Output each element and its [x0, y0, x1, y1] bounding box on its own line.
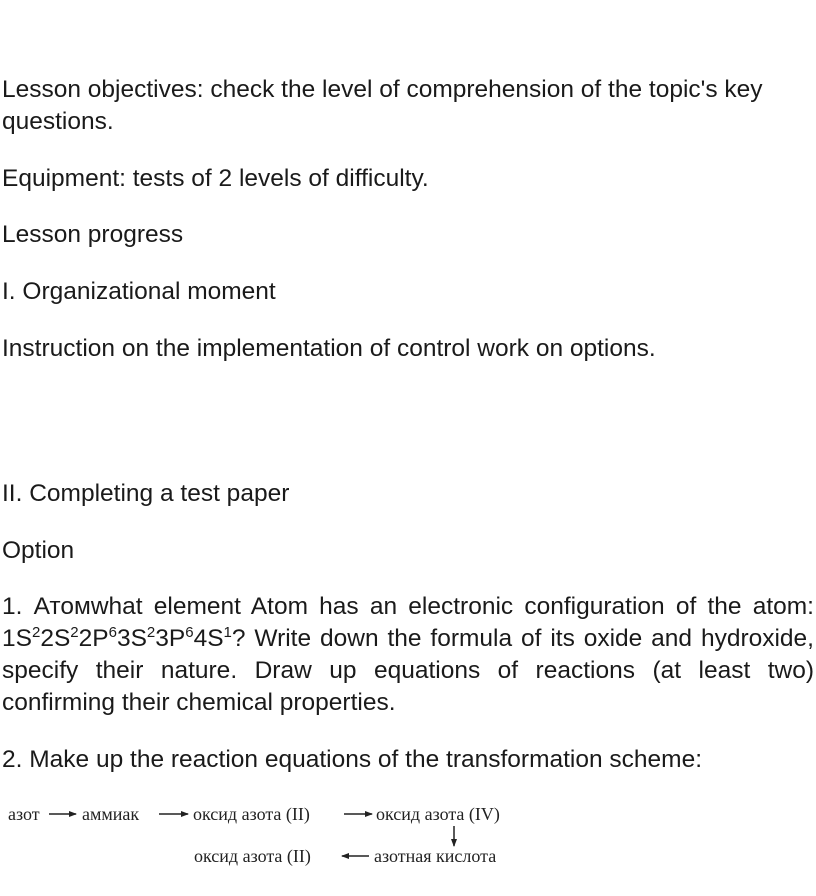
instruction-line: Instruction on the implementation of control work on options. [2, 335, 656, 362]
config-term: $4S^1$ [193, 624, 232, 652]
task-1 [2, 591, 814, 719]
task-2: 2. Make up the reaction equations of the transformation scheme: [2, 746, 703, 773]
scheme-nitric-acid: азотная кислота [374, 846, 497, 866]
config-term: $3S^2$ [116, 624, 156, 652]
task-1-intro: 1. Атомwhat element Atom has an electronic configuration of the atom: [2, 593, 814, 620]
equipment-line: Equipment: tests of 2 levels of difficulty. [2, 165, 429, 192]
config-term: $2P^6$ [78, 624, 117, 652]
scheme-oxide-2-again: оксид азота (II) [194, 846, 311, 866]
scheme-ammonia: аммиак [82, 804, 140, 824]
config-term: $3P^6$ [155, 624, 194, 652]
scheme-oxide-2: оксид азота (II) [193, 804, 310, 824]
section-organizational-moment: I. Organizational moment [2, 278, 276, 305]
transformation-scheme [0, 794, 816, 874]
lesson-progress-heading: Lesson progress [2, 221, 184, 248]
section-test-paper: II. Completing a test paper [2, 480, 290, 507]
config-term: $2S^2$ [40, 624, 79, 652]
scheme-nitrogen: азот [8, 804, 40, 824]
scheme-oxide-4: оксид азота (IV) [376, 804, 500, 824]
option-label: Option [2, 537, 75, 564]
config-term: $1S^2$ [2, 624, 41, 652]
lesson-objectives: Lesson objectives: check the level of comprehension of the topic's key questions. [2, 76, 763, 135]
task-1-rest: ? Write down the formula of its oxide and hydroxide, specify their nature. Draw up equations of reactions (at least two) confirming their chemical properties. [2, 625, 814, 716]
